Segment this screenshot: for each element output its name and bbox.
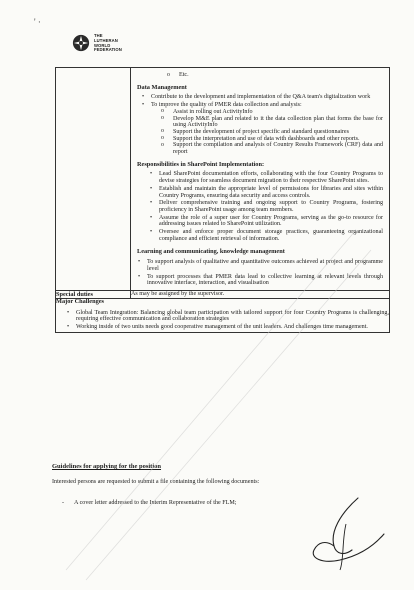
dash-bullet: - bbox=[62, 500, 65, 506]
sublist-item: o Support the development of project specific and standard questionnaires bbox=[173, 129, 383, 136]
cover-letter-item bbox=[62, 500, 236, 506]
cover-letter-text: A cover letter addressed to the Interim Representative of the FLM; bbox=[74, 500, 237, 506]
special-duties-label: Special duties bbox=[56, 290, 131, 298]
major-challenges-cell bbox=[56, 298, 390, 332]
data-management-heading: Data Management bbox=[137, 83, 187, 91]
sublist-item: o Develop M&E plan and related to it the data collection plan that forms the base for using ActivityInfo bbox=[173, 116, 383, 129]
list-item: • To support analysis of qualitative and quantitative outcomes achieved at project and programme level bbox=[147, 259, 383, 272]
special-duties-value: As may be assigned by the supervisor. bbox=[131, 290, 390, 298]
logo-wordmark bbox=[94, 34, 122, 53]
table-row bbox=[56, 298, 390, 332]
learning-list bbox=[137, 259, 383, 287]
empty-label-cell bbox=[56, 68, 131, 291]
list-item: • Contribute to the development and implementation of the Q&A team's digitalization work bbox=[151, 94, 383, 101]
responsibilities-cell bbox=[131, 68, 390, 291]
job-description-table bbox=[55, 67, 390, 333]
sharepoint-list bbox=[137, 171, 383, 242]
list-item: • Deliver comprehensive training and ongoing support to Country Programs, fostering proficiency in SharePoint usage among team members. bbox=[159, 200, 383, 213]
major-challenges-title: Major Challenges bbox=[56, 297, 104, 305]
guidelines-title: Guidelines for applying for the position bbox=[52, 463, 162, 470]
guidelines-intro: Interested persons are requested to submit a file containing the following documents: bbox=[52, 479, 260, 485]
list-item: • Assume the role of a super user for Country Programs, serving as the go-to resource for addressing issues related to SharePoint utilization. bbox=[159, 215, 383, 228]
list-item-text: To improve the quality of PMER data collection and analysis: bbox=[151, 102, 302, 109]
data-management-list bbox=[137, 94, 383, 155]
list-item: • Lead SharePoint documentation efforts, collaborating with the four Country Programs to devise strategies for seamless document migration to their respective SharePoint sites. bbox=[159, 171, 383, 184]
logo-line: THE bbox=[94, 33, 103, 38]
table-row bbox=[56, 68, 390, 291]
major-challenges-list bbox=[56, 310, 389, 331]
sublist-item: o Support the interpretation and use of data with dashboards and other reports. bbox=[173, 136, 383, 143]
lwf-logo bbox=[72, 32, 172, 58]
list-item: • Establish and maintain the appropriate level of permissions for libraries and sites within Country Programs, ensuring data security and access controls. bbox=[159, 186, 383, 199]
handwritten-signature bbox=[300, 494, 390, 572]
sharepoint-heading: Responsibilities in SharePoint Implementation: bbox=[137, 160, 265, 168]
corner-mark: ' · bbox=[34, 17, 41, 27]
table-row bbox=[56, 290, 390, 298]
list-item: • Oversee and enforce proper document storage practices, guaranteeing organizational compliance and efficient retrieval of information. bbox=[159, 229, 383, 242]
list-item: • Global Team Integration: Balancing global team participation with tailored support for four Country Programs is challenging, requiring effective communication and collaboration strategies bbox=[76, 310, 389, 323]
logo-line: LUTHERAN bbox=[94, 37, 118, 43]
etc-item: o Etc. bbox=[137, 72, 383, 79]
list-item: • Working inside of two units needs good cooperative management of the unit leaders. And challenges time management. bbox=[76, 324, 389, 331]
logo-line: WORLD bbox=[94, 42, 111, 48]
sublist-item: o Assist in rolling out ActivityInfo bbox=[173, 109, 383, 116]
sublist-item: o Support the compilation and analysis of Country Results Framework (CRF) data and report bbox=[173, 142, 383, 155]
learning-heading: Learning and communicating, knowledge management bbox=[137, 248, 285, 256]
list-item: • To support processes that PMER data lead to collective learning at relevant levels through innovative interface, interaction, and visualisation bbox=[147, 274, 383, 287]
data-management-sublist bbox=[151, 109, 383, 156]
list-item bbox=[151, 102, 383, 156]
lwf-cross-icon bbox=[72, 34, 90, 52]
logo-line: FEDERATION bbox=[94, 47, 122, 53]
